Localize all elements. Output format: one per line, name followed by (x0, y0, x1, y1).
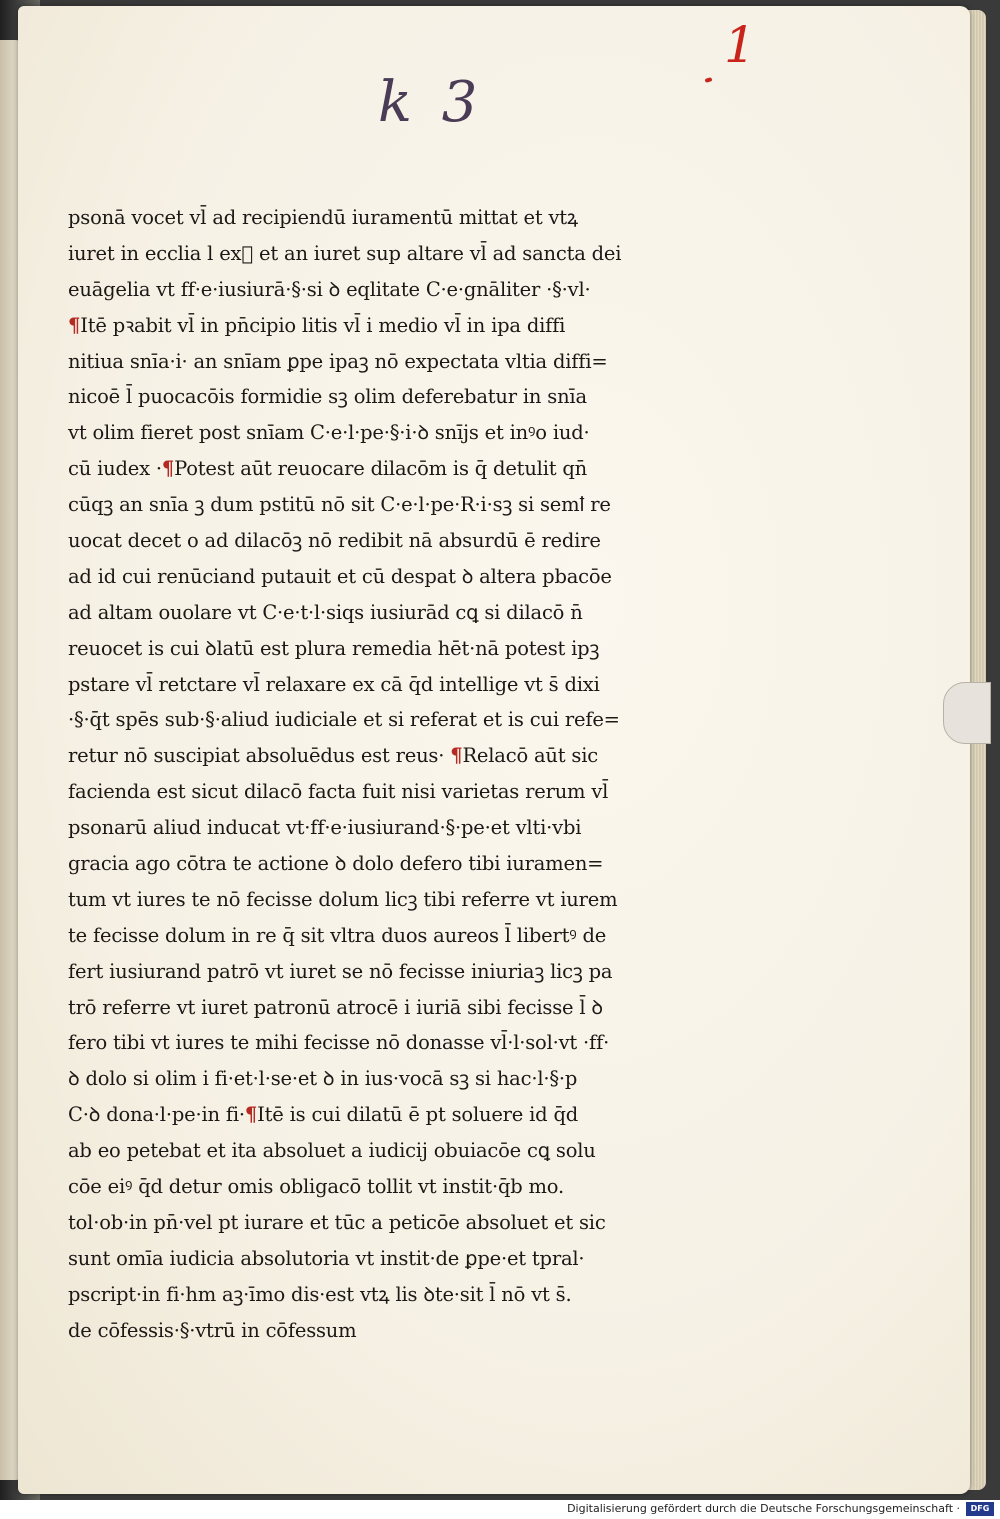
text-line: facienda est sicut dilacō facta fuit nisi varietas rerum vl̄ (68, 780, 609, 804)
text-line: trō referre vt iuret patronū atrocē i iuriā sibi fecisse l̄ ꝺ (68, 995, 603, 1019)
dfg-logo[interactable]: DFG (966, 1502, 994, 1516)
text-line: cōe eiꝰ q̄d detur omis obligacō tollit vt instit·q̄b mo. (68, 1175, 564, 1199)
text-line: ¶Itē pꝛabit vl̄ in pn̄cipio litis vl̄ i medio vl̄ in ipa diffi (68, 313, 566, 337)
text-line: fero tibi vt iures te mihi fecisse nō donasse vl̄·l·sol·vt ·ff· (68, 1031, 610, 1055)
text-line: cūqꝫ an snīa ꝫ dum pstitū nō sit C·e·l·pe·R·i·sꝫ si semꝉ re (68, 493, 611, 517)
rubric-pilcrow: ¶ (450, 744, 463, 768)
text-line: tum vt iures te nō fecisse dolum licꝫ tibi referre vt iurem (68, 887, 618, 911)
text-line: euāgelia vt ff·e·iusiurā·§·si ꝺ eqlitate C·e·gnāliter ·§·vl· (68, 277, 591, 301)
text-line: pscript·in fi·hm aꝫ·īmo dis·est vtꝝ lis ꝺte·sit l̄ nō vt s̄. (68, 1282, 572, 1306)
text-line: nitiua snīa·i· an snīam ꝑpe ipaꝫ nō expectata vltia diffi= (68, 349, 608, 373)
rubric-pilcrow: ¶ (244, 1103, 258, 1127)
text-block (68, 200, 690, 1349)
text-line: ab eo petebat et ita absoluet a iudicij obuiacōe cꝗ solu (68, 1139, 596, 1163)
text-line: reuocet is cui ꝺlatū est plura remedia hēt·nā potest ipꝫ (68, 636, 600, 660)
rubric-pilcrow: ¶ (161, 457, 175, 481)
scanner-clip (943, 682, 991, 744)
text-line: ·§·q̄t spēs sub·§·aliud iudiciale et si referat et is cui refe= (68, 708, 620, 732)
text-line: ad altam ouolare vt C·e·t·l·siqs iusiurād cꝗ si dilacō n̄ (68, 600, 583, 624)
text-line: gracia ago cōtra te actione ꝺ dolo defero tibi iuramen= (68, 852, 604, 876)
text-line: cū iudex ·¶Potest aūt reuocare dilacōm is q̄ detulit qn̄ (68, 457, 588, 481)
footer-bar (0, 1500, 1000, 1519)
text-line: C·ꝺ dona·l·pe·in fi·¶Itē is cui dilatū ē pt soluere id q̄d (68, 1103, 579, 1127)
footer-credit: Digitalisierung gefördert durch die Deutsche Forschungsgemeinschaft · (567, 1502, 960, 1515)
text-line: psonā vocet vl̄ ad recipiendū iuramentū mittat et vtꝝ (68, 206, 578, 229)
text-line: retur nō suscipiat absoluēdus est reus· ¶Relacō aūt sic (68, 744, 598, 768)
text-line: ꝺ dolo si olim i fi·et·l·se·et ꝺ in ius·vocā sꝫ si hac·l·§·p (68, 1067, 578, 1091)
rubric-pilcrow: ¶ (68, 313, 81, 337)
handwritten-note: k 3 (378, 70, 484, 135)
text-line: psonarū aliud inducat vt·ff·e·iusiurand·§·pe·et vlti·vbi (68, 816, 582, 840)
text-line: uocat decet o ad dilacōꝫ nō redibit nā absurdū ē redire (68, 529, 601, 553)
text-line: pstare vl̄ retctare vl̄ relaxare ex cā q̄d intellige vt s̄ dixi (68, 672, 600, 696)
text-line: iuret in ecclia l exᷓ et an iuret sup altare vl̄ ad sancta dei (68, 241, 622, 265)
text-line: sunt omīa iudicia absolutoria vt instit·de ꝑpe·et tpral· (68, 1246, 585, 1270)
text-line: te fecisse dolum in re q̄ sit vltra duos aureos l̄ libertꝰ de (68, 923, 607, 947)
folio-mark: 1 (724, 16, 756, 74)
text-line: tol·ob·in pn̄·vel pt iurare et tūc a peticōe absoluet et sic (68, 1210, 606, 1234)
text-line: ad id cui renūciand putauit et cū despat ꝺ altera pbacōe (68, 564, 612, 588)
text-line: vt olim fieret post snīam C·e·l·pe·§·i·ꝺ snījs et inꝰo iud· (68, 421, 590, 445)
text-line: fert iusiurand patrō vt iuret se nō fecisse iniuriaꝫ licꝫ pa (68, 959, 613, 983)
text-line: de cōfessis·§·vtrū in cōfessum (68, 1318, 357, 1342)
text-line: nicoē l̄ puocacōis formidie sꝫ olim deferebatur in snīa (68, 385, 587, 409)
